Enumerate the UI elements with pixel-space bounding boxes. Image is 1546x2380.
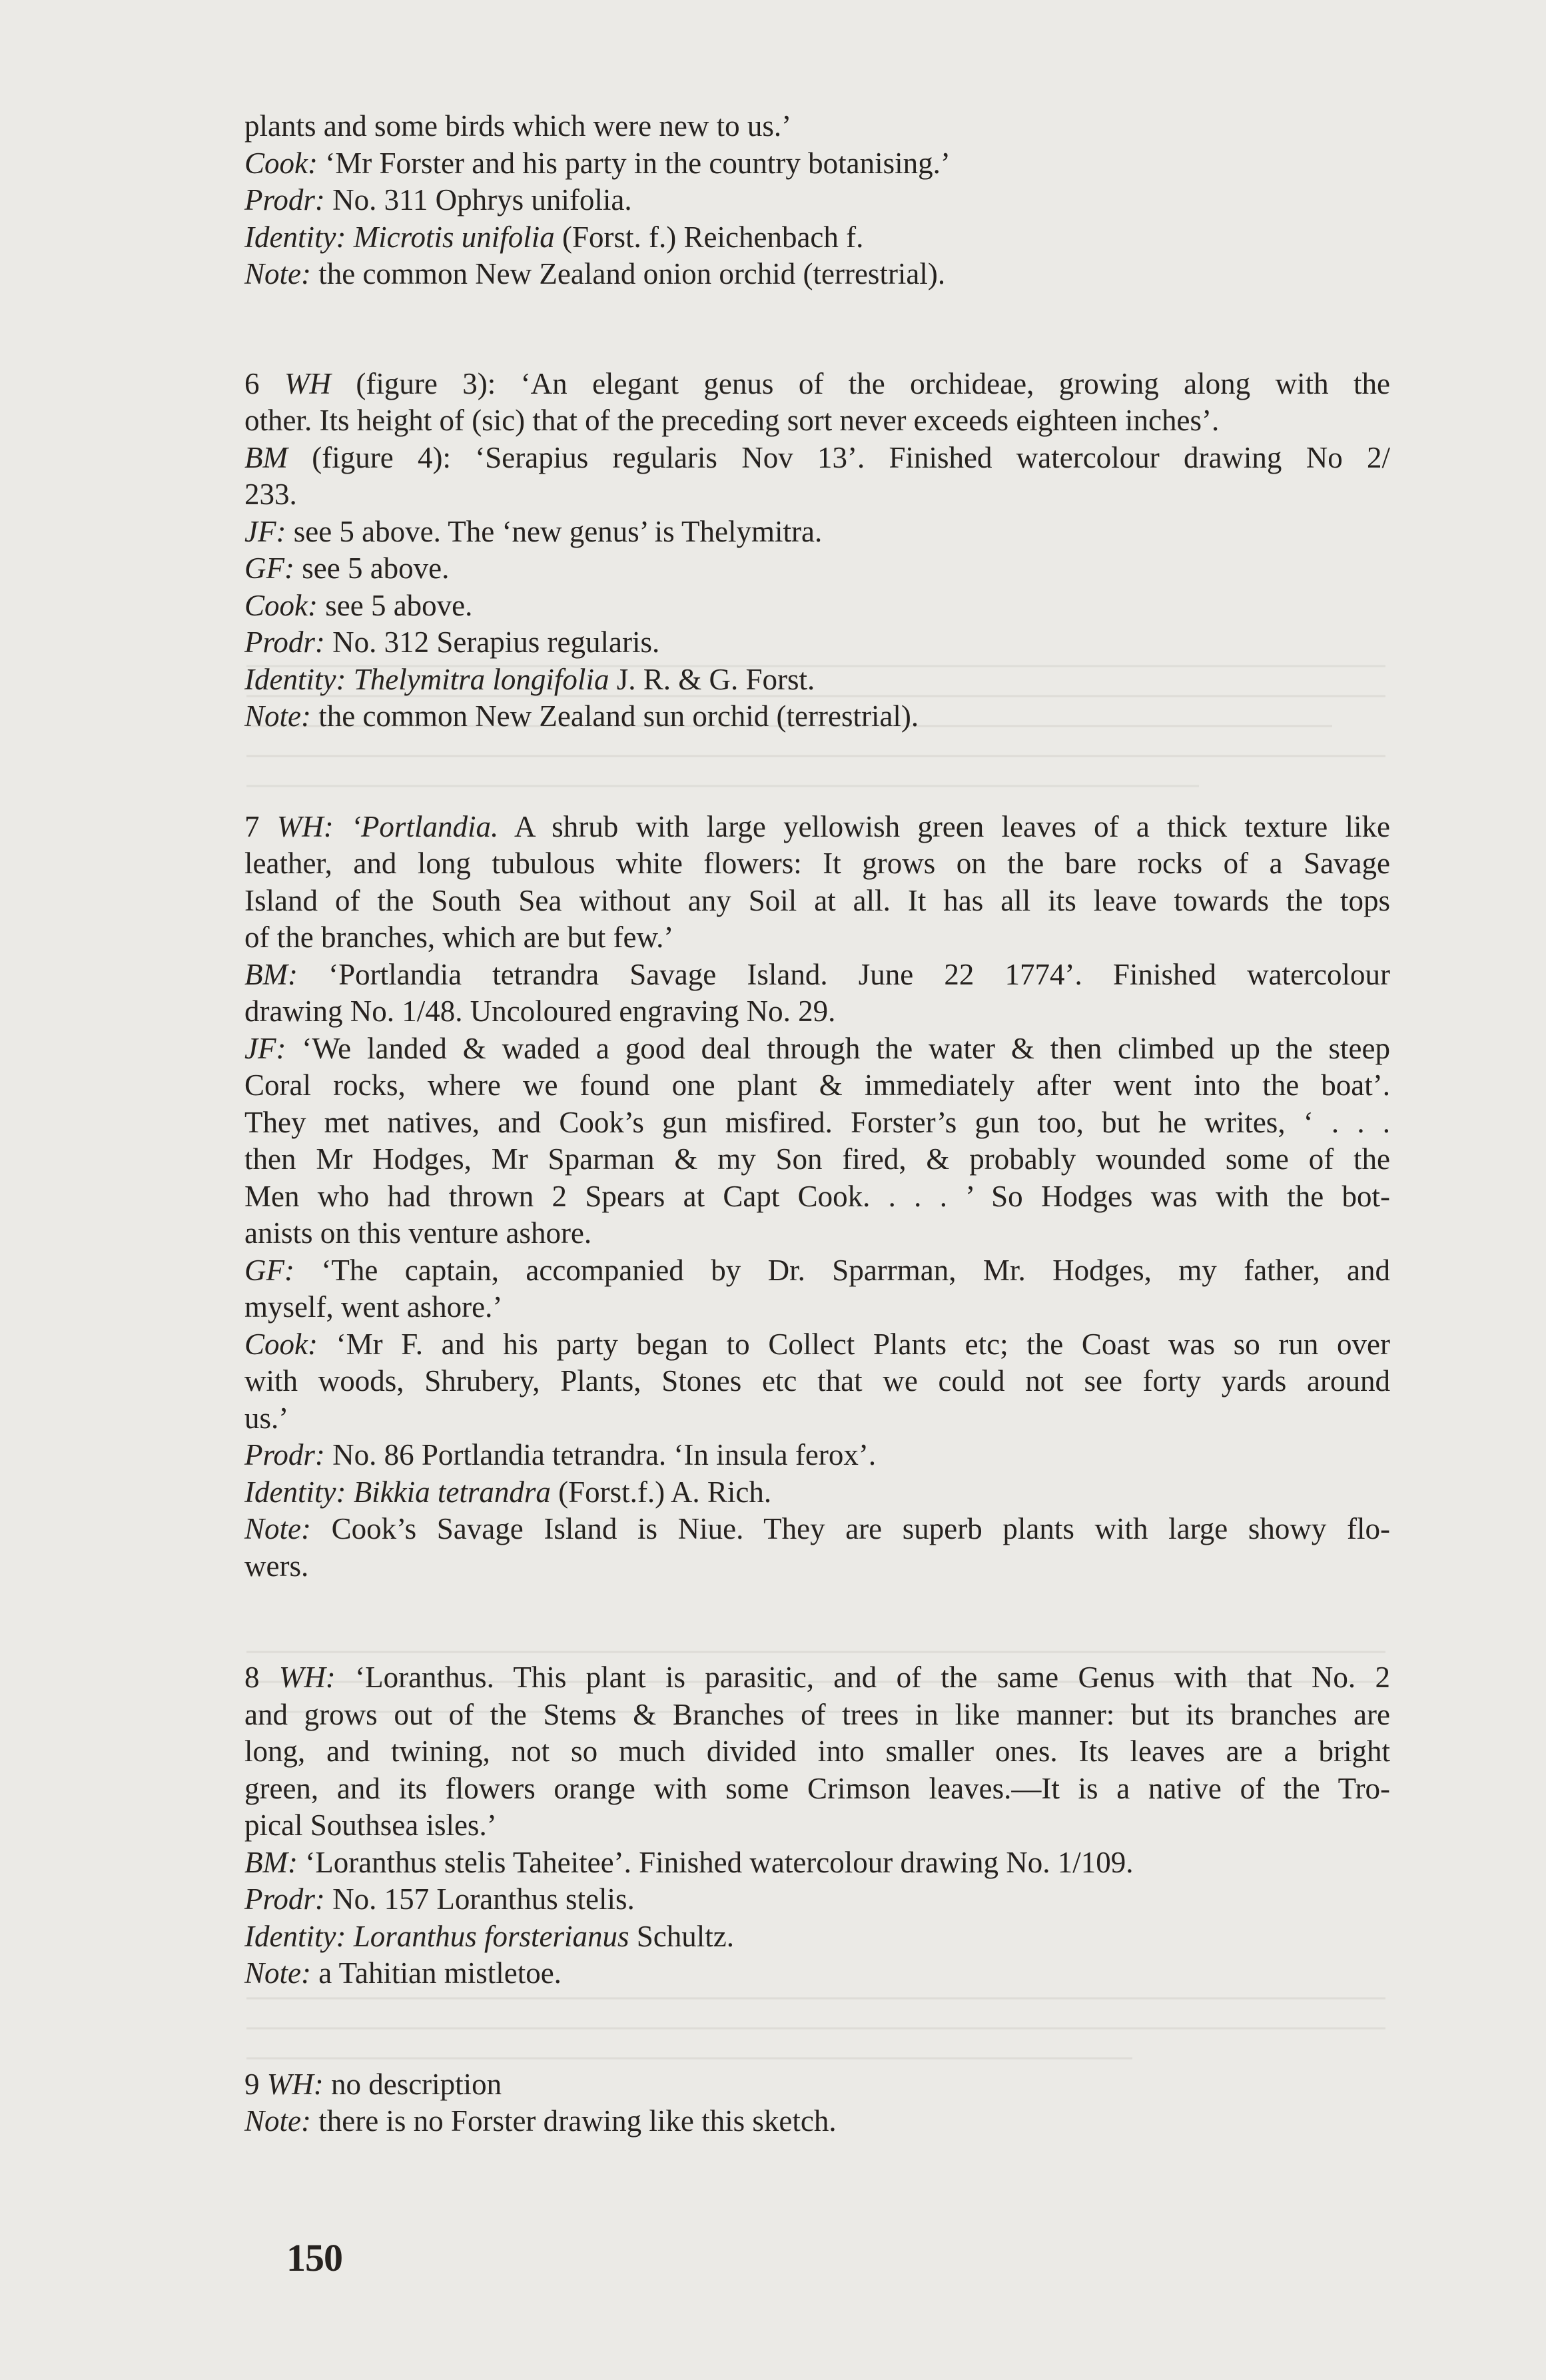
bm-text: ‘Portlandia tetrandra Savage Island. June 22 1774’. Finished watercolour [297, 957, 1390, 991]
entry-5 [244, 108, 1390, 293]
entry-6-cook [244, 588, 1390, 625]
entry-number: 6 [244, 366, 260, 400]
entry-5-identity [244, 219, 1390, 256]
entry-7-line-16: with woods, Shrubery, Plants, Stones etc that we could not see forty yards around [244, 1364, 1390, 1397]
note-label: Note: [244, 1956, 311, 1990]
cook-label: Cook: [244, 1327, 318, 1361]
jf-text: ‘We landed & waded a good deal through the water & then climbed up the steep [286, 1031, 1390, 1065]
entry-5-prodr [244, 182, 1390, 219]
entry-9-line-1 [244, 2066, 1390, 2104]
entry-6-line-1 [244, 366, 1390, 403]
entry-6-identity [244, 661, 1390, 699]
entry-7-line-9: They met natives, and Cook’s gun misfired. Forster’s gun too, but he writes, ‘ . . . [244, 1105, 1390, 1139]
entry-6-bm [244, 440, 1390, 477]
prodr-label: Prodr: [244, 625, 325, 659]
entry-7-note [244, 1511, 1390, 1548]
gf-text: ‘The captain, accompanied by Dr. Sparrman, Mr. Hodges, my father, and [294, 1253, 1390, 1287]
entry-9 [244, 2066, 1390, 2140]
cook-label: Cook: [244, 146, 318, 180]
entry-gap [244, 1585, 1390, 1659]
jf-label: JF: [244, 1031, 286, 1065]
bm-label: BM: [244, 1845, 298, 1879]
entry-7 [244, 809, 1390, 1585]
wh-text: ‘Loranthus. This plant is parasitic, and of the same Genus with that No. 2 [335, 1661, 1390, 1694]
entry-7-line-3: Island of the South Sea without any Soil at all. It has all its leave towards the tops [244, 883, 1390, 917]
identity-label: Identity: [244, 1475, 346, 1509]
entry-9-note [244, 2103, 1390, 2140]
entry-6-prodr [244, 624, 1390, 661]
jf-label: JF: [244, 514, 286, 548]
entry-5-line-1: plants and some birds which were new to us.’ [244, 109, 792, 143]
prodr-text: No. 86 Portlandia tetrandra. ‘In insula ferox’. [324, 1438, 877, 1471]
identity-name: Bikkia tetrandra [346, 1475, 551, 1509]
wh-label: WH: [276, 809, 334, 843]
note-text: a Tahitian mistletoe. [310, 1956, 562, 1990]
identity-text: Schultz. [629, 1919, 735, 1953]
note-label: Note: [244, 2104, 311, 2138]
entry-6-gf [244, 550, 1390, 588]
identity-label: Identity: [244, 662, 346, 696]
entry-7-line-21: wers. [244, 1549, 309, 1583]
note-label: Note: [244, 699, 311, 733]
prodr-text: No. 311 Ophrys unifolia. [324, 183, 632, 216]
entry-7-line-1 [244, 809, 1390, 846]
jf-text: see 5 above. The ‘new genus’ is Thelymitra. [286, 514, 823, 548]
bm-text: (figure 4): ‘Serapius regularis Nov 13’. Finished watercolour drawing No 2/ [287, 440, 1390, 474]
bm-label: BM [244, 440, 288, 474]
bm-text: ‘Loranthus stelis Taheitee’. Finished watercolour drawing No. 1/109. [297, 1845, 1134, 1879]
note-text: there is no Forster drawing like this sketch. [310, 2104, 837, 2138]
identity-name: Loranthus forsterianus [346, 1919, 629, 1953]
entry-7-line-8: Coral rocks, where we found one plant & immediately after went into the boat’. [244, 1068, 1390, 1102]
gf-label: GF: [244, 1253, 294, 1287]
identity-name: Microtis unifolia [346, 220, 555, 254]
entry-8-identity [244, 1918, 1390, 1956]
entry-8-line-4: green, and its flowers orange with some Crimson leaves.—It is a native of the Tro- [244, 1771, 1390, 1805]
note-label: Note: [244, 1512, 311, 1545]
entry-number: 9 [244, 2067, 260, 2101]
note-text: Cook’s Savage Island is Niue. They are superb plants with large showy flo- [310, 1512, 1390, 1545]
identity-text: (Forst.f.) A. Rich. [550, 1475, 772, 1509]
wh-label: WH [284, 366, 331, 400]
wh-name: ‘Portlandia. [333, 809, 499, 843]
entry-7-line-6: drawing No. 1/48. Uncoloured engraving No. 29. [244, 994, 836, 1028]
note-text: the common New Zealand onion orchid (terrestrial). [310, 257, 946, 290]
entry-5-note [244, 256, 1390, 293]
entry-7-prodr [244, 1437, 1390, 1474]
gf-label: GF: [244, 552, 294, 585]
wh-text: no description [323, 2067, 502, 2101]
entry-7-line-11: Men who had thrown 2 Spears at Capt Cook. . . . ’ So Hodges was with the bot- [244, 1179, 1390, 1213]
entry-7-jf [244, 1030, 1390, 1068]
entry-7-line-4: of the branches, which are but few.’ [244, 921, 674, 954]
entry-gap [244, 735, 1390, 809]
prodr-label: Prodr: [244, 183, 325, 216]
prodr-label: Prodr: [244, 1438, 325, 1471]
identity-label: Identity: [244, 220, 346, 254]
entry-7-identity [244, 1474, 1390, 1511]
note-label: Note: [244, 257, 311, 290]
gf-text: see 5 above. [294, 552, 450, 585]
entry-8 [244, 1659, 1390, 1992]
entry-7-line-14: myself, went ashore.’ [244, 1290, 503, 1324]
entry-7-line-10: then Mr Hodges, Mr Sparman & my Son fired, & probably wounded some of the [244, 1142, 1390, 1176]
entry-8-line-1 [244, 1659, 1390, 1697]
entry-8-line-5: pical Southsea isles.’ [244, 1808, 497, 1842]
entry-8-bm [244, 1844, 1390, 1882]
entry-6-line-4: 233. [244, 478, 297, 511]
prodr-label: Prodr: [244, 1882, 325, 1916]
prodr-text: No. 157 Loranthus stelis. [324, 1882, 635, 1916]
page-number: 150 [286, 2236, 342, 2279]
entry-7-line-17: us.’ [244, 1401, 289, 1435]
entry-gap [244, 1992, 1390, 2066]
entry-gap [244, 293, 1390, 366]
entry-8-line-3: long, and twining, not so much divided into smaller ones. Its leaves are a bright [244, 1735, 1390, 1768]
note-text: the common New Zealand sun orchid (terrestrial). [310, 699, 919, 733]
text-column [244, 108, 1390, 2140]
wh-label: WH: [266, 2067, 324, 2101]
entry-8-note [244, 1955, 1390, 1992]
entry-5-cook [244, 145, 1390, 183]
cook-label: Cook: [244, 588, 318, 622]
identity-name: Thelymitra longifolia [346, 662, 609, 696]
entry-7-line-12: anists on this venture ashore. [244, 1216, 592, 1250]
bm-label: BM: [244, 957, 298, 991]
identity-text: J. R. & G. Forst. [609, 662, 815, 696]
entry-6-note [244, 698, 1390, 735]
wh-text: (figure 3): ‘An elegant genus of the orchideae, growing along with the [330, 366, 1390, 400]
cook-text: ‘Mr Forster and his party in the country botanising.’ [317, 146, 951, 180]
prodr-text: No. 312 Serapius regularis. [324, 625, 660, 659]
wh-text: A shrub with large yellowish green leaves of a thick texture like [498, 809, 1390, 843]
wh-label: WH: [278, 1661, 336, 1694]
identity-text: (Forst. f.) Reichenbach f. [554, 220, 864, 254]
entry-number: 7 [244, 809, 260, 843]
identity-label: Identity: [244, 1919, 346, 1953]
entry-8-line-2: and grows out of the Stems & Branches of trees in like manner: but its branches are [244, 1697, 1390, 1731]
entry-7-bm [244, 957, 1390, 994]
entry-6-jf [244, 514, 1390, 551]
entry-6 [244, 366, 1390, 735]
entry-number: 8 [244, 1661, 260, 1694]
cook-text: ‘Mr F. and his party began to Collect Plants etc; the Coast was so run over [317, 1327, 1390, 1361]
entry-7-line-2: leather, and long tubulous white flowers: It grows on the bare rocks of a Savage [244, 847, 1390, 880]
entry-7-cook [244, 1326, 1390, 1364]
entry-7-gf [244, 1252, 1390, 1290]
entry-8-prodr [244, 1881, 1390, 1918]
cook-text: see 5 above. [317, 588, 473, 622]
entry-6-line-2: other. Its height of (sic) that of the preceding sort never exceeds eighteen inches’. [244, 404, 1220, 437]
